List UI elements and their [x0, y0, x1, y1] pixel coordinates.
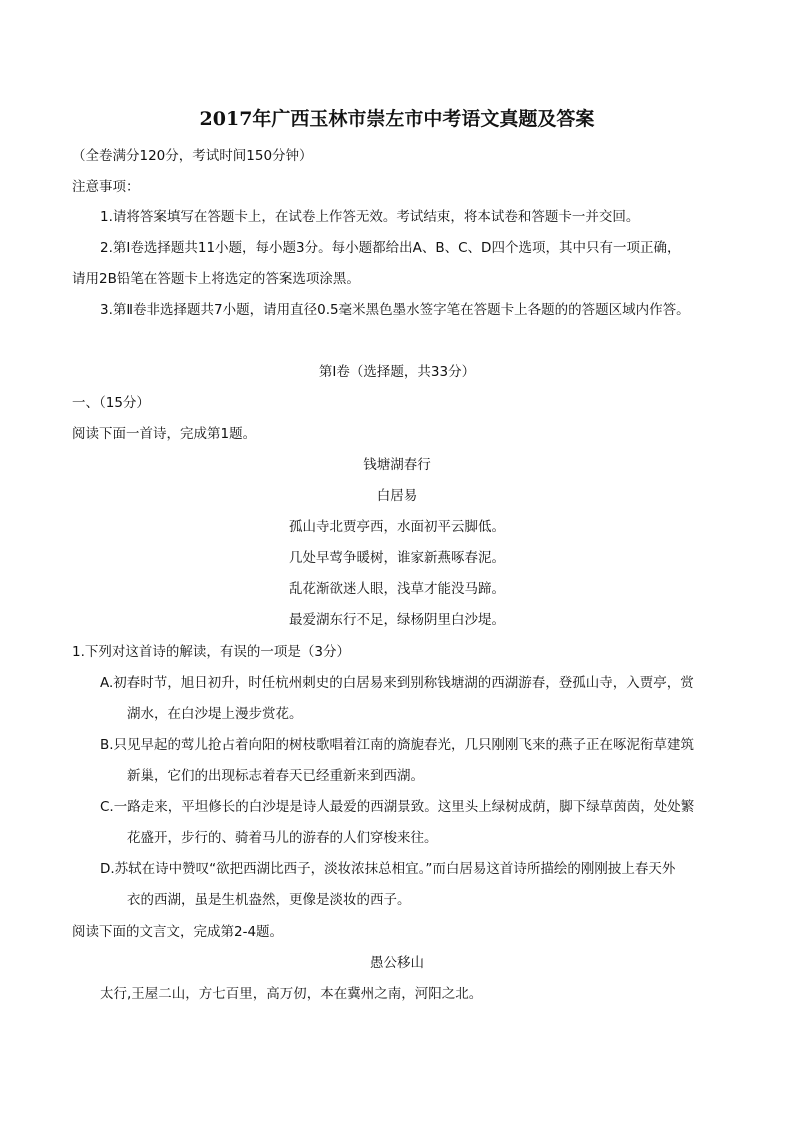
- option-a-continued: 湖水，在白沙堤上漫步赏花。: [127, 706, 303, 722]
- poem-line: 最爱湖东行不足，绿杨阴里白沙堤。: [289, 612, 505, 628]
- option-c: C.一路走来，平坦修长的白沙堤是诗人最爱的西湖景致。这里头上绿树成荫，脚下绿草茵茵，处处繁: [100, 799, 695, 815]
- page-title: 2017年广西玉林市崇左市中考语文真题及答案: [199, 108, 595, 130]
- section-1-heading: 一、（15分）: [72, 395, 150, 411]
- notice-2: 2.第Ⅰ卷选择题共11小题，每小题3分。每小题都给出A、B、C、D四个选项，其中只有一项正确，: [100, 240, 681, 256]
- instruction-1: 阅读下面一首诗，完成第1题。: [72, 426, 257, 442]
- option-d-continued: 衣的西湖，虽是生机盎然，更像是淡妆的西子。: [127, 892, 411, 908]
- option-d: D.苏轼在诗中赞叹“欲把西湖比西子，淡妆浓抹总相宜。”而白居易这首诗所描绘的刚刚披上春天外: [100, 861, 676, 877]
- option-b: B.只见早起的莺儿抢占着向阳的树枝歌唱着江南的旖旎春光，几只刚刚飞来的燕子正在啄泥衔草建筑: [100, 737, 695, 753]
- instruction-2: 阅读下面的文言文，完成第2-4题。: [72, 924, 284, 940]
- notice-heading: 注意事项：: [72, 179, 140, 195]
- passage-title: 愚公移山: [370, 955, 424, 971]
- part1-heading: 第Ⅰ卷（选择题，共33分）: [318, 364, 476, 380]
- poem-title: 钱塘湖春行: [363, 457, 431, 473]
- poem-line: 几处早莺争暖树，谁家新燕啄春泥。: [289, 550, 505, 566]
- option-c-continued: 花盛开，步行的、骑着马儿的游春的人们穿梭来往。: [127, 830, 438, 846]
- notice-1: 1.请将答案填写在答题卡上，在试卷上作答无效。考试结束，将本试卷和答题卡一并交回。: [100, 209, 640, 225]
- question-1-stem: 1.下列对这首诗的解读，有误的一项是（3分）: [72, 644, 350, 660]
- notice-2-continued: 请用2B铅笔在答题卡上将选定的答案选项涂黑。: [72, 271, 360, 287]
- poem-line: 孤山寺北贾亭西，水面初平云脚低。: [289, 519, 505, 535]
- poem-line: 乱花渐欲迷人眼，浅草才能没马蹄。: [289, 581, 505, 597]
- exam-info: （全卷满分120分，考试时间150分钟）: [72, 148, 313, 164]
- option-a: A.初春时节，旭日初升，时任杭州刺史的白居易来到别称钱塘湖的西湖游春，登孤山寺，入贾亭，赏: [100, 675, 694, 691]
- option-b-continued: 新巢，它们的出现标志着春天已经重新来到西湖。: [127, 768, 424, 784]
- poem-author: 白居易: [376, 488, 418, 504]
- notice-3: 3.第Ⅱ卷非选择题共7小题，请用直径0.5毫米黑色墨水签字笔在答题卡上各题的的答题区域内作答。: [100, 302, 690, 318]
- passage-line: 太行,王屋二山，方七百里，高万仞，本在冀州之南，河阳之北。: [100, 986, 483, 1002]
